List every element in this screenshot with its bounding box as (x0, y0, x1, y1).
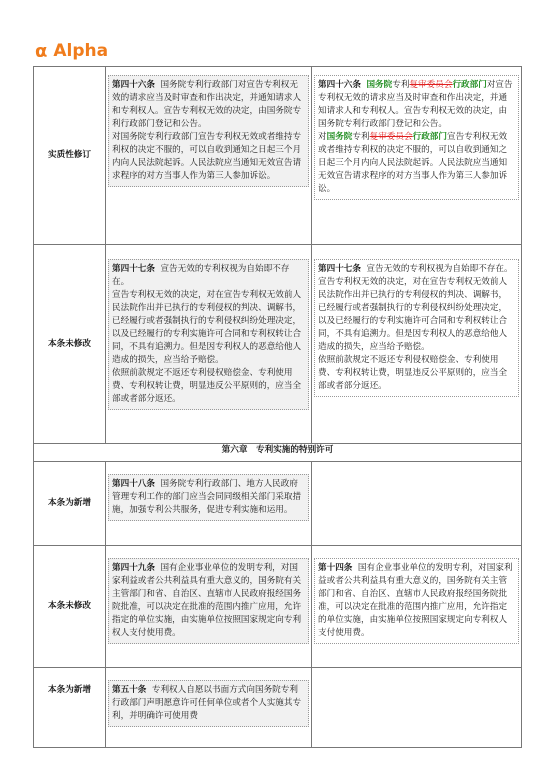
article-text: 国有企业事业单位的发明专利，对国家利益或者公共利益具有重大意义的，国务院有关主管部门和省、自治区、直辖市人民政府报经国务院批准，可以决定在批准的范围内推广应用，允许指定的单位实施，由实施单位按照国家规定向专利权人支付使用费。 (112, 563, 302, 638)
change-status-label: 实质性修订 (34, 67, 106, 245)
article-text: 对国务院专利行政部门宣告专利权无效或者维持专利权的决定不服的，可以自收到通知之日起三个月内向人民法院起诉。人民法院应当通知无效宣告请求程序的对方当事人作为第三人参加诉讼。 (112, 132, 302, 181)
table-row (34, 462, 522, 546)
article-number: 第四十七条 (318, 264, 361, 274)
table-row (34, 245, 522, 444)
article-text: 专利 (352, 132, 370, 142)
change-status-label: 本条未修改 (34, 245, 106, 444)
old-text-cell (106, 668, 312, 748)
brand-logo (35, 40, 108, 62)
old-text-cell (106, 462, 312, 546)
deleted-text: 复审委员会 (369, 132, 413, 142)
article-number: 第四十八条 (112, 479, 155, 489)
article-number: 第四十九条 (112, 563, 155, 573)
alpha-logo-icon: α (35, 40, 48, 62)
change-status-label: 本条为新增 (34, 668, 106, 748)
article-text: 国务院专利行政部门、地方人民政府管理专利工作的部门应当会同同级相关部门采取措施，加强专利公共服务，促进专利实施和运用。 (112, 479, 302, 515)
article-text: 宣告专利权无效或者维持专利权的决定不服的，可以自收到通知之日起三个月内向人民法院起诉。人民法院应当通知无效宣告请求程序的对方当事人作为第三人参加诉讼。 (318, 132, 508, 194)
article-text: 对 (318, 132, 327, 142)
article-number: 第五十条 (112, 685, 147, 695)
article-text: 宣告无效的专利权视为自始即不存在。 (112, 264, 290, 287)
article-text: 国务院专利行政部门对宣告专利权无效的请求应当及时审查和作出决定，并通知请求人和专利权人。宣告专利权无效的决定，由国务院专利行政部门登记和公告。 (112, 80, 302, 129)
old-text-cell (106, 67, 312, 245)
article-text: 专利权人自愿以书面方式向国务院专利行政部门声明愿意许可任何单位或者个人实施其专利，并明确许可使用费 (112, 685, 302, 721)
article-text: 宣告专利权无效的决定，对在宣告专利权无效前人民法院作出并已执行的专利侵权的判决、调解书，已经履行或者强制执行的专利侵权纠纷处理决定，以及已经履行的专利实施许可合同和专利权转让合同，不具有追溯力。但是因专利权人的恶意给他人造成的损失，应当给予赔偿。 (112, 290, 302, 365)
article-text: 依照前款规定不返还专利侵权赔偿金、专利使用费、专利权转让费，明显违反公平原则的，应当全部或者部分返还。 (318, 355, 508, 391)
comparison-table (33, 66, 522, 748)
article-number: 第四十六条 (318, 80, 361, 90)
article-text: 宣告专利权无效的决定，对在宣告专利权无效前人民法院作出并已执行的专利侵权的判决、调解书，已经履行或者强制执行的专利侵权纠纷处理决定，以及已经履行的专利实施许可合同和专利权转让合同，不具有追溯力。但是因专利权人的恶意给他人造成的损失，应当给予赔偿。 (318, 277, 508, 352)
article-text: 专利 (392, 80, 410, 90)
brand-name: Alpha (53, 41, 109, 61)
inserted-text: 行政部门 (452, 80, 487, 90)
new-text-cell (312, 668, 522, 748)
table-row (34, 444, 522, 462)
inserted-text: 国务院 (326, 132, 353, 142)
article-text: 对宣告专利权无效的请求应当及时审查和作出决定，并通知请求人和专利权人。宣告专利权无效的决定，由国务院专利行政部门登记和公告。 (318, 80, 513, 129)
new-text-cell (312, 67, 522, 245)
new-text-cell (312, 546, 522, 668)
old-text-cell (106, 245, 312, 444)
article-text: 依照前款规定不返还专利侵权赔偿金、专利使用费、专利权转让费，明显违反公平原则的，应当全部或者部分返还。 (112, 368, 302, 404)
table-row (34, 67, 522, 245)
article-number: 第四十七条 (112, 264, 155, 274)
change-status-label: 本条为新增 (34, 462, 106, 546)
deleted-text: 复审委员会 (409, 80, 453, 90)
article-number: 第十四条 (318, 563, 353, 573)
change-status-label: 本条未修改 (34, 546, 106, 668)
inserted-text: 国务院 (366, 80, 393, 90)
article-text: 国有企业事业单位的发明专利，对国家利益或者公共利益具有重大意义的，国务院有关主管部门和省、自治区、直辖市人民政府报经国务院批准，可以决定在批准的范围内推广应用，允许指定的单位实施，由实施单位按照国家规定向专利权人支付使用费。 (318, 563, 513, 638)
chapter-heading: 第六章 专利实施的特别许可 (34, 444, 522, 462)
new-text-cell (312, 245, 522, 444)
new-text-cell (312, 462, 522, 546)
article-text: 宣告无效的专利权视为自始即不存在。 (366, 264, 513, 274)
inserted-text: 行政部门 (412, 132, 447, 142)
table-row (34, 668, 522, 748)
article-number: 第四十六条 (112, 80, 155, 90)
table-row (34, 546, 522, 668)
old-text-cell (106, 546, 312, 668)
